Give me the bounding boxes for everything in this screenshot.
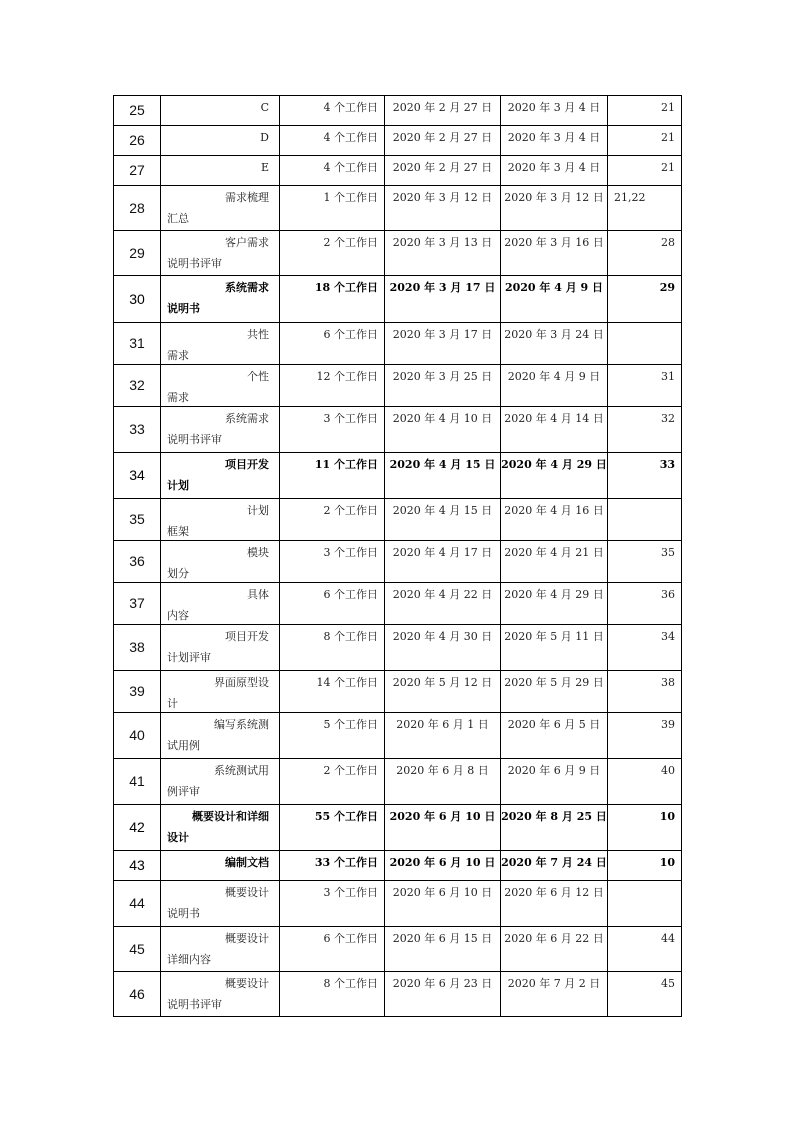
task-name [161, 276, 280, 323]
task-name-line1: 编写系统测 [214, 718, 269, 731]
task-duration: 33 个工作日 [280, 851, 385, 881]
task-duration: 2 个工作日 [280, 231, 385, 276]
task-name [161, 499, 280, 541]
task-duration: 5 个工作日 [280, 713, 385, 759]
task-name [161, 541, 280, 583]
task-number: 46 [114, 972, 161, 1017]
task-predecessors [608, 881, 682, 927]
task-name-line1: 界面原型设 [214, 676, 269, 689]
task-number: 30 [114, 276, 161, 323]
table-row [114, 759, 682, 805]
task-name [161, 759, 280, 805]
task-name [161, 851, 280, 881]
table-row [114, 713, 682, 759]
task-predecessors: 35 [608, 541, 682, 583]
task-name-line1: 项目开发 [225, 458, 269, 471]
task-name-line2: 说明书 [167, 302, 200, 315]
task-end-date: 2020 年 6 月 5 日 [501, 713, 608, 759]
task-end-date: 2020 年 3 月 16 日 [501, 231, 608, 276]
task-start-date: 2020 年 4 月 17 日 [385, 541, 501, 583]
task-name-line2: 内容 [167, 609, 189, 622]
task-predecessors: 21 [608, 96, 682, 126]
task-start-date: 2020 年 5 月 12 日 [385, 671, 501, 713]
task-name [161, 805, 280, 851]
task-name-line1: D [260, 131, 269, 144]
task-number: 28 [114, 186, 161, 231]
task-end-date: 2020 年 4 月 9 日 [501, 365, 608, 407]
task-predecessors: 45 [608, 972, 682, 1017]
task-duration: 1 个工作日 [280, 186, 385, 231]
task-number: 45 [114, 927, 161, 972]
table-row [114, 881, 682, 927]
task-end-date: 2020 年 6 月 22 日 [501, 927, 608, 972]
table-row [114, 323, 682, 365]
task-duration: 12 个工作日 [280, 365, 385, 407]
task-start-date: 2020 年 3 月 13 日 [385, 231, 501, 276]
task-name-line2: 计 [167, 697, 178, 710]
task-predecessors [608, 323, 682, 365]
table-row [114, 365, 682, 407]
task-name-line1: 系统测试用 [214, 764, 269, 777]
task-name-line1: 概要设计和详细 [192, 810, 269, 823]
table-row [114, 276, 682, 323]
task-name-line2: 说明书评审 [167, 433, 222, 446]
task-start-date: 2020 年 4 月 10 日 [385, 407, 501, 453]
task-start-date: 2020 年 3 月 25 日 [385, 365, 501, 407]
task-duration: 3 个工作日 [280, 541, 385, 583]
table-row [114, 156, 682, 186]
task-start-date: 2020 年 3 月 17 日 [385, 323, 501, 365]
task-name-line1: 概要设计 [225, 886, 269, 899]
task-name-line1: 系统需求 [225, 412, 269, 425]
task-predecessors: 33 [608, 453, 682, 499]
task-start-date: 2020 年 2 月 27 日 [385, 96, 501, 126]
task-name-line2: 详细内容 [167, 953, 211, 966]
task-end-date: 2020 年 4 月 21 日 [501, 541, 608, 583]
table-row [114, 671, 682, 713]
task-start-date: 2020 年 4 月 22 日 [385, 583, 501, 625]
task-predecessors: 40 [608, 759, 682, 805]
task-number: 43 [114, 851, 161, 881]
task-name [161, 231, 280, 276]
task-duration: 3 个工作日 [280, 407, 385, 453]
task-predecessors: 10 [608, 851, 682, 881]
task-name-line1: 系统需求 [225, 281, 269, 294]
task-number: 26 [114, 126, 161, 156]
task-name [161, 365, 280, 407]
task-name-line1: C [260, 101, 269, 114]
task-end-date: 2020 年 7 月 24 日 [501, 851, 608, 881]
task-name [161, 96, 280, 126]
task-end-date: 2020 年 5 月 11 日 [501, 625, 608, 671]
task-number: 41 [114, 759, 161, 805]
task-duration: 6 个工作日 [280, 323, 385, 365]
table-row [114, 625, 682, 671]
task-name-line2: 计划评审 [167, 651, 211, 664]
task-predecessors: 31 [608, 365, 682, 407]
task-end-date: 2020 年 3 月 12 日 [501, 186, 608, 231]
task-number: 27 [114, 156, 161, 186]
task-start-date: 2020 年 6 月 1 日 [385, 713, 501, 759]
task-name-line1: 计划 [247, 504, 269, 517]
task-name [161, 625, 280, 671]
task-predecessors: 44 [608, 927, 682, 972]
task-end-date: 2020 年 6 月 12 日 [501, 881, 608, 927]
task-name [161, 453, 280, 499]
task-end-date: 2020 年 5 月 29 日 [501, 671, 608, 713]
task-name [161, 927, 280, 972]
task-name-line1: 概要设计 [225, 932, 269, 945]
task-duration: 14 个工作日 [280, 671, 385, 713]
task-name-line1: 需求梳理 [225, 191, 269, 204]
task-predecessors: 21 [608, 156, 682, 186]
task-name [161, 126, 280, 156]
task-end-date: 2020 年 7 月 2 日 [501, 972, 608, 1017]
task-duration: 11 个工作日 [280, 453, 385, 499]
task-name [161, 881, 280, 927]
task-number: 40 [114, 713, 161, 759]
task-end-date: 2020 年 6 月 9 日 [501, 759, 608, 805]
task-start-date: 2020 年 6 月 8 日 [385, 759, 501, 805]
task-name-line1: E [260, 161, 269, 174]
table-row [114, 407, 682, 453]
task-name [161, 583, 280, 625]
task-number: 36 [114, 541, 161, 583]
task-name-line2: 说明书评审 [167, 257, 222, 270]
task-start-date: 2020 年 3 月 12 日 [385, 186, 501, 231]
task-start-date: 2020 年 4 月 15 日 [385, 453, 501, 499]
task-name-line1: 共性 [247, 328, 269, 341]
task-start-date: 2020 年 6 月 10 日 [385, 805, 501, 851]
task-predecessors: 39 [608, 713, 682, 759]
task-duration: 18 个工作日 [280, 276, 385, 323]
task-duration: 55 个工作日 [280, 805, 385, 851]
task-name [161, 407, 280, 453]
task-predecessors: 29 [608, 276, 682, 323]
task-predecessors: 32 [608, 407, 682, 453]
task-start-date: 2020 年 6 月 15 日 [385, 927, 501, 972]
task-name [161, 972, 280, 1017]
task-duration: 8 个工作日 [280, 625, 385, 671]
task-end-date: 2020 年 3 月 24 日 [501, 323, 608, 365]
task-end-date: 2020 年 4 月 9 日 [501, 276, 608, 323]
table-row [114, 583, 682, 625]
task-number: 37 [114, 583, 161, 625]
task-name-line1: 概要设计 [225, 977, 269, 990]
task-predecessors: 36 [608, 583, 682, 625]
task-name [161, 186, 280, 231]
table-row [114, 186, 682, 231]
task-predecessors: 38 [608, 671, 682, 713]
task-name [161, 671, 280, 713]
schedule-table-body [114, 96, 682, 1017]
task-duration: 4 个工作日 [280, 126, 385, 156]
task-name-line2: 划分 [167, 567, 189, 580]
table-row [114, 126, 682, 156]
task-name-line1: 项目开发 [225, 630, 269, 643]
task-duration: 8 个工作日 [280, 972, 385, 1017]
task-predecessors: 34 [608, 625, 682, 671]
task-number: 42 [114, 805, 161, 851]
task-duration: 4 个工作日 [280, 156, 385, 186]
table-row [114, 972, 682, 1017]
task-name-line2: 说明书评审 [167, 998, 222, 1011]
table-row [114, 499, 682, 541]
task-number: 38 [114, 625, 161, 671]
task-start-date: 2020 年 6 月 23 日 [385, 972, 501, 1017]
task-end-date: 2020 年 4 月 29 日 [501, 583, 608, 625]
task-duration: 2 个工作日 [280, 759, 385, 805]
table-row [114, 805, 682, 851]
task-name-line1: 客户需求 [225, 236, 269, 249]
task-duration: 6 个工作日 [280, 583, 385, 625]
task-end-date: 2020 年 4 月 14 日 [501, 407, 608, 453]
table-row [114, 231, 682, 276]
task-predecessors: 10 [608, 805, 682, 851]
task-start-date: 2020 年 2 月 27 日 [385, 156, 501, 186]
table-row [114, 96, 682, 126]
task-duration: 3 个工作日 [280, 881, 385, 927]
task-name-line2: 需求 [167, 349, 189, 362]
task-number: 39 [114, 671, 161, 713]
table-row [114, 453, 682, 499]
task-name-line2: 说明书 [167, 907, 200, 920]
task-name [161, 323, 280, 365]
task-end-date: 2020 年 4 月 16 日 [501, 499, 608, 541]
task-number: 32 [114, 365, 161, 407]
task-end-date: 2020 年 3 月 4 日 [501, 126, 608, 156]
task-number: 34 [114, 453, 161, 499]
task-name-line1: 具体 [247, 588, 269, 601]
task-name-line2: 框架 [167, 525, 189, 538]
task-start-date: 2020 年 4 月 30 日 [385, 625, 501, 671]
task-predecessors: 28 [608, 231, 682, 276]
task-end-date: 2020 年 3 月 4 日 [501, 156, 608, 186]
task-number: 35 [114, 499, 161, 541]
task-name-line2: 需求 [167, 391, 189, 404]
task-end-date: 2020 年 8 月 25 日 [501, 805, 608, 851]
table-row [114, 927, 682, 972]
task-number: 33 [114, 407, 161, 453]
task-predecessors: 21,22 [608, 186, 682, 231]
task-duration: 4 个工作日 [280, 96, 385, 126]
task-name-line2: 试用例 [167, 739, 200, 752]
task-duration: 6 个工作日 [280, 927, 385, 972]
task-name [161, 156, 280, 186]
task-name-line2: 汇总 [167, 212, 189, 225]
task-name-line1: 模块 [247, 546, 269, 559]
task-start-date: 2020 年 6 月 10 日 [385, 851, 501, 881]
task-name-line2: 计划 [167, 479, 189, 492]
task-end-date: 2020 年 4 月 29 日 [501, 453, 608, 499]
task-start-date: 2020 年 4 月 15 日 [385, 499, 501, 541]
task-predecessors [608, 499, 682, 541]
task-number: 31 [114, 323, 161, 365]
task-start-date: 2020 年 3 月 17 日 [385, 276, 501, 323]
task-name-line2: 设计 [167, 831, 189, 844]
schedule-table [113, 95, 682, 1017]
task-name-line2: 例评审 [167, 785, 200, 798]
table-row [114, 541, 682, 583]
task-number: 29 [114, 231, 161, 276]
task-name-line1: 编制文档 [225, 856, 269, 869]
task-name-line1: 个性 [247, 370, 269, 383]
task-duration: 2 个工作日 [280, 499, 385, 541]
task-name [161, 713, 280, 759]
table-row [114, 851, 682, 881]
task-number: 25 [114, 96, 161, 126]
task-end-date: 2020 年 3 月 4 日 [501, 96, 608, 126]
task-number: 44 [114, 881, 161, 927]
task-predecessors: 21 [608, 126, 682, 156]
task-start-date: 2020 年 2 月 27 日 [385, 126, 501, 156]
task-start-date: 2020 年 6 月 10 日 [385, 881, 501, 927]
